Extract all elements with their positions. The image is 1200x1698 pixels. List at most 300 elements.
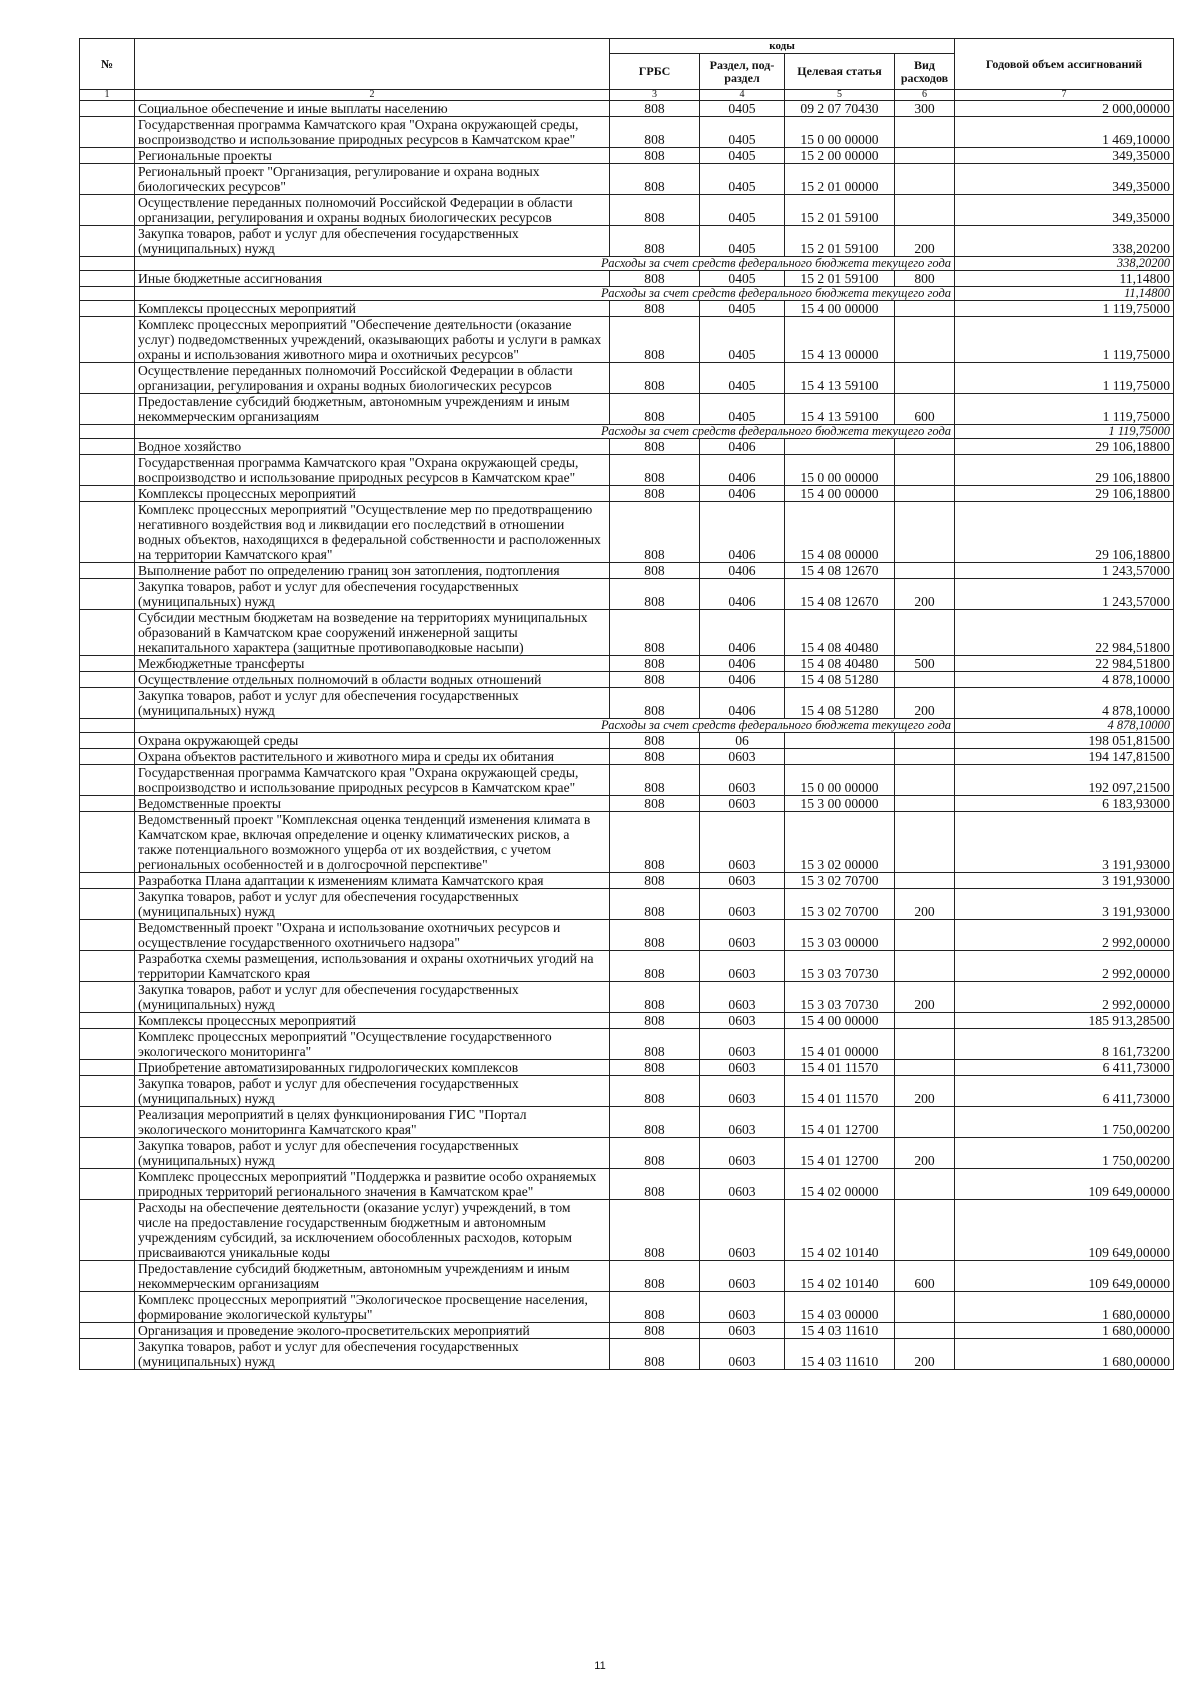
target-article-code: 15 4 08 12670: [785, 563, 895, 579]
budget-table: [79, 38, 1174, 1370]
row-number-cell: [80, 164, 135, 195]
item-name: Закупка товаров, работ и услуг для обеспечения государственных (муниципальных) нужд: [135, 1076, 610, 1107]
razdel-code: 0603: [700, 1013, 785, 1029]
table-row: [80, 920, 1174, 951]
expense-type-code: [895, 317, 955, 363]
expense-type-code: 200: [895, 226, 955, 257]
annual-amount: 1 243,57000: [955, 579, 1174, 610]
table-row: [80, 317, 1174, 363]
target-article-code: 15 4 03 11610: [785, 1339, 895, 1370]
annual-amount: 3 191,93000: [955, 889, 1174, 920]
annual-amount: 109 649,00000: [955, 1261, 1174, 1292]
row-number-cell: [80, 287, 135, 301]
annual-amount: 29 106,18800: [955, 486, 1174, 502]
row-number-cell: [80, 455, 135, 486]
razdel-code: 0603: [700, 982, 785, 1013]
col-num-header: №: [80, 39, 135, 90]
razdel-code: 0603: [700, 1339, 785, 1370]
target-article-code: 15 4 02 10140: [785, 1261, 895, 1292]
grbs-code: 808: [610, 982, 700, 1013]
table-row: [80, 889, 1174, 920]
item-name: Комплекс процессных мероприятий "Осуществление мер по предотвращению негативного воздействия вод и ликвидации его последствий в отношении водных объектов, находящихся в федеральной собственности и расположенных на территории Камчатского края": [135, 502, 610, 563]
target-article-code: 15 2 01 59100: [785, 226, 895, 257]
annual-amount: 1 750,00200: [955, 1107, 1174, 1138]
annual-amount: 11,14800: [955, 271, 1174, 287]
item-name: Комплекс процессных мероприятий "Поддержка и развитие особо охраняемых природных территорий регионального значения в Камчатском крае": [135, 1169, 610, 1200]
row-number-cell: [80, 982, 135, 1013]
item-name: Организация и проведение эколого-просветительских мероприятий: [135, 1323, 610, 1339]
item-name: Закупка товаров, работ и услуг для обеспечения государственных (муниципальных) нужд: [135, 889, 610, 920]
annual-amount: 2 992,00000: [955, 951, 1174, 982]
table-row: [80, 486, 1174, 502]
item-name: Разработка Плана адаптации к изменениям климата Камчатского края: [135, 873, 610, 889]
table-row: [80, 195, 1174, 226]
row-number-cell: [80, 796, 135, 812]
annual-amount: 349,35000: [955, 164, 1174, 195]
expense-type-code: 300: [895, 101, 955, 117]
target-article-code: 15 2 01 59100: [785, 271, 895, 287]
expense-type-code: [895, 148, 955, 164]
grbs-code: 808: [610, 301, 700, 317]
target-article-code: [785, 439, 895, 455]
expense-type-code: [895, 363, 955, 394]
item-name: Расходы на обеспечение деятельности (оказание услуг) учреждений, в том числе на предоставление государственным бюджетным и автономным учреждениям субсидий, за исключением обособленных расходов, которым присваиваются уникальные коды: [135, 1200, 610, 1261]
table-row: [80, 439, 1174, 455]
table-row: [80, 394, 1174, 425]
razdel-code: 0603: [700, 749, 785, 765]
item-name: Ведомственный проект "Охрана и использование охотничьих ресурсов и осуществление государственного охотничьего надзора": [135, 920, 610, 951]
grbs-code: 808: [610, 656, 700, 672]
annual-amount: 22 984,51800: [955, 610, 1174, 656]
grbs-code: 808: [610, 1107, 700, 1138]
item-name: Закупка товаров, работ и услуг для обеспечения государственных (муниципальных) нужд: [135, 688, 610, 719]
row-number-cell: [80, 610, 135, 656]
row-number-cell: [80, 688, 135, 719]
target-article-code: 15 3 03 00000: [785, 920, 895, 951]
row-number-cell: [80, 394, 135, 425]
grbs-code: 808: [610, 920, 700, 951]
grbs-code: 808: [610, 455, 700, 486]
item-name: Межбюджетные трансферты: [135, 656, 610, 672]
razdel-code: 0405: [700, 101, 785, 117]
razdel-code: 0406: [700, 610, 785, 656]
annual-amount: 198 051,81500: [955, 733, 1174, 749]
target-article-code: 15 4 02 00000: [785, 1169, 895, 1200]
annual-amount: 1 119,75000: [955, 363, 1174, 394]
note-text: Расходы за счет средств федерального бюджета текущего года: [135, 425, 955, 439]
target-article-code: 15 2 01 59100: [785, 195, 895, 226]
annual-amount: 109 649,00000: [955, 1200, 1174, 1261]
table-row: [80, 579, 1174, 610]
annual-amount: 2 000,00000: [955, 101, 1174, 117]
razdel-code: 0406: [700, 563, 785, 579]
expense-type-code: 600: [895, 1261, 955, 1292]
row-number-cell: [80, 765, 135, 796]
row-number-cell: [80, 195, 135, 226]
grbs-code: 808: [610, 1029, 700, 1060]
annual-amount: 6 411,73000: [955, 1076, 1174, 1107]
row-number-cell: [80, 1107, 135, 1138]
item-name: Комплексы процессных мероприятий: [135, 486, 610, 502]
grbs-code: 808: [610, 117, 700, 148]
grbs-code: 808: [610, 812, 700, 873]
table-row: [80, 610, 1174, 656]
razdel-code: 0603: [700, 1029, 785, 1060]
item-name: Региональный проект "Организация, регулирование и охрана водных биологических ресурсов": [135, 164, 610, 195]
table-row: [80, 301, 1174, 317]
target-article-code: 15 2 00 00000: [785, 148, 895, 164]
annual-amount: 349,35000: [955, 195, 1174, 226]
razdel-code: 0406: [700, 656, 785, 672]
annual-amount: 2 992,00000: [955, 920, 1174, 951]
item-name: Ведомственные проекты: [135, 796, 610, 812]
razdel-code: 0603: [700, 1107, 785, 1138]
col-tselevaya-header: Целевая статья: [785, 54, 895, 90]
grbs-code: 808: [610, 889, 700, 920]
grbs-code: 808: [610, 873, 700, 889]
table-row: [80, 502, 1174, 563]
razdel-code: 0603: [700, 1060, 785, 1076]
target-article-code: 15 4 00 00000: [785, 301, 895, 317]
table-row: [80, 733, 1174, 749]
annual-amount: 29 106,18800: [955, 439, 1174, 455]
row-number-cell: [80, 1169, 135, 1200]
row-number-cell: [80, 271, 135, 287]
row-number-cell: [80, 1076, 135, 1107]
table-row: [80, 148, 1174, 164]
razdel-code: 0405: [700, 317, 785, 363]
grbs-code: 808: [610, 1200, 700, 1261]
expense-type-code: [895, 796, 955, 812]
razdel-code: 0603: [700, 920, 785, 951]
grbs-code: 808: [610, 101, 700, 117]
row-number-cell: [80, 1339, 135, 1370]
item-name: Закупка товаров, работ и услуг для обеспечения государственных (муниципальных) нужд: [135, 1339, 610, 1370]
expense-type-code: [895, 749, 955, 765]
item-name: Предоставление субсидий бюджетным, автономным учреждениям и иным некоммерческим организациям: [135, 394, 610, 425]
razdel-code: 0603: [700, 889, 785, 920]
grbs-code: 808: [610, 951, 700, 982]
grbs-code: 808: [610, 563, 700, 579]
table-row: [80, 1076, 1174, 1107]
grbs-code: 808: [610, 749, 700, 765]
row-number-cell: [80, 1292, 135, 1323]
grbs-code: 808: [610, 486, 700, 502]
item-name: Закупка товаров, работ и услуг для обеспечения государственных (муниципальных) нужд: [135, 579, 610, 610]
item-name: Ведомственный проект "Комплексная оценка тенденций изменения климата в Камчатском крае, включая определение и оценку климатических рисков, а также потенциального возможного ущерба от их воздействия, с учетом региональных особенностей и в долгосрочной перспективе": [135, 812, 610, 873]
annual-amount: 29 106,18800: [955, 455, 1174, 486]
annual-amount: 1 119,75000: [955, 317, 1174, 363]
grbs-code: 808: [610, 765, 700, 796]
grbs-code: 808: [610, 1060, 700, 1076]
annual-amount: 3 191,93000: [955, 812, 1174, 873]
annual-amount: 192 097,21500: [955, 765, 1174, 796]
col-number: 2: [135, 90, 610, 101]
expense-type-code: [895, 951, 955, 982]
annual-amount: 8 161,73200: [955, 1029, 1174, 1060]
item-name: Разработка схемы размещения, использования и охраны охотничьих угодий на территории Камчатского края: [135, 951, 610, 982]
razdel-code: 0603: [700, 1200, 785, 1261]
target-article-code: [785, 733, 895, 749]
row-number-cell: [80, 1261, 135, 1292]
item-name: Водное хозяйство: [135, 439, 610, 455]
expense-type-code: 200: [895, 579, 955, 610]
expense-type-code: [895, 1292, 955, 1323]
annual-amount: 2 992,00000: [955, 982, 1174, 1013]
row-number-cell: [80, 502, 135, 563]
target-article-code: 15 4 01 11570: [785, 1076, 895, 1107]
table-row: [80, 563, 1174, 579]
grbs-code: 808: [610, 271, 700, 287]
target-article-code: 15 4 13 59100: [785, 394, 895, 425]
row-number-cell: [80, 733, 135, 749]
note-text: Расходы за счет средств федерального бюджета текущего года: [135, 719, 955, 733]
razdel-code: 0603: [700, 1323, 785, 1339]
target-article-code: 15 4 13 59100: [785, 363, 895, 394]
expense-type-code: [895, 812, 955, 873]
note-text: Расходы за счет средств федерального бюджета текущего года: [135, 257, 955, 271]
razdel-code: 0603: [700, 873, 785, 889]
row-number-cell: [80, 425, 135, 439]
razdel-code: 0406: [700, 579, 785, 610]
item-name: Комплекс процессных мероприятий "Обеспечение деятельности (оказание услуг) подведомственных учреждений, оказывающих работы и услуги в рамках охраны и использования животного мира и охотничьих ресурсов": [135, 317, 610, 363]
expense-type-code: 200: [895, 1339, 955, 1370]
annual-amount: 194 147,81500: [955, 749, 1174, 765]
table-row: [80, 656, 1174, 672]
row-number-cell: [80, 812, 135, 873]
note-amount: 338,20200: [955, 257, 1174, 271]
razdel-code: 0603: [700, 1292, 785, 1323]
target-article-code: 15 4 08 00000: [785, 502, 895, 563]
target-article-code: 15 2 01 00000: [785, 164, 895, 195]
item-name: Охрана окружающей среды: [135, 733, 610, 749]
target-article-code: 15 4 08 40480: [785, 656, 895, 672]
grbs-code: 808: [610, 195, 700, 226]
razdel-code: 0405: [700, 195, 785, 226]
row-number-cell: [80, 317, 135, 363]
col-number: 6: [895, 90, 955, 101]
annual-amount: 6 411,73000: [955, 1060, 1174, 1076]
item-name: Государственная программа Камчатского края "Охрана окружающей среды, воспроизводство и использование природных ресурсов в Камчатском крае": [135, 117, 610, 148]
annual-amount: 349,35000: [955, 148, 1174, 164]
target-article-code: 15 4 01 12700: [785, 1138, 895, 1169]
row-number-cell: [80, 257, 135, 271]
razdel-code: 0406: [700, 502, 785, 563]
target-article-code: 15 3 03 70730: [785, 982, 895, 1013]
table-row: [80, 1339, 1174, 1370]
annual-amount: 1 469,10000: [955, 117, 1174, 148]
razdel-code: 0406: [700, 688, 785, 719]
grbs-code: 808: [610, 164, 700, 195]
razdel-code: 0406: [700, 672, 785, 688]
row-number-cell: [80, 579, 135, 610]
table-row: [80, 1169, 1174, 1200]
razdel-code: 0603: [700, 765, 785, 796]
row-number-cell: [80, 1138, 135, 1169]
item-name: Приобретение автоматизированных гидрологических комплексов: [135, 1060, 610, 1076]
target-article-code: 15 4 08 12670: [785, 579, 895, 610]
row-number-cell: [80, 226, 135, 257]
col-kody-header: коды: [610, 39, 955, 54]
row-number-cell: [80, 1323, 135, 1339]
razdel-code: 0405: [700, 271, 785, 287]
column-numbers-row: [80, 90, 1174, 101]
annual-amount: 3 191,93000: [955, 873, 1174, 889]
razdel-code: 0406: [700, 439, 785, 455]
expense-type-code: [895, 672, 955, 688]
grbs-code: 808: [610, 796, 700, 812]
table-row: [80, 1261, 1174, 1292]
target-article-code: 15 4 08 40480: [785, 610, 895, 656]
table-row: [80, 101, 1174, 117]
table-row: [80, 951, 1174, 982]
target-article-code: 15 0 00 00000: [785, 117, 895, 148]
item-name: Охрана объектов растительного и животного мира и среды их обитания: [135, 749, 610, 765]
grbs-code: 808: [610, 148, 700, 164]
razdel-code: 0603: [700, 1138, 785, 1169]
razdel-code: 0603: [700, 1169, 785, 1200]
grbs-code: 808: [610, 1339, 700, 1370]
col-number: 3: [610, 90, 700, 101]
expense-type-code: [895, 486, 955, 502]
table-row: [80, 271, 1174, 287]
expense-type-code: 200: [895, 688, 955, 719]
razdel-code: 0405: [700, 226, 785, 257]
annual-amount: 22 984,51800: [955, 656, 1174, 672]
grbs-code: 808: [610, 226, 700, 257]
table-row: [80, 164, 1174, 195]
table-row: [80, 688, 1174, 719]
razdel-code: 0405: [700, 164, 785, 195]
expense-type-code: 800: [895, 271, 955, 287]
annual-amount: 1 119,75000: [955, 394, 1174, 425]
row-number-cell: [80, 563, 135, 579]
annual-amount: 6 183,93000: [955, 796, 1174, 812]
row-number-cell: [80, 1029, 135, 1060]
item-name: Комплексы процессных мероприятий: [135, 301, 610, 317]
row-number-cell: [80, 101, 135, 117]
target-article-code: 15 4 00 00000: [785, 486, 895, 502]
target-article-code: 15 4 08 51280: [785, 672, 895, 688]
row-number-cell: [80, 749, 135, 765]
razdel-code: 0405: [700, 363, 785, 394]
item-name: Закупка товаров, работ и услуг для обеспечения государственных (муниципальных) нужд: [135, 1138, 610, 1169]
col-number: 4: [700, 90, 785, 101]
annual-amount: 1 243,57000: [955, 563, 1174, 579]
header-row-1: [80, 39, 1174, 54]
col-name-header: [135, 39, 610, 90]
note-amount: 11,14800: [955, 287, 1174, 301]
expense-type-code: [895, 1013, 955, 1029]
row-number-cell: [80, 363, 135, 394]
target-article-code: [785, 749, 895, 765]
grbs-code: 808: [610, 363, 700, 394]
target-article-code: 15 4 01 12700: [785, 1107, 895, 1138]
table-row: [80, 363, 1174, 394]
target-article-code: 09 2 07 70430: [785, 101, 895, 117]
razdel-code: 0406: [700, 455, 785, 486]
razdel-code: 0405: [700, 301, 785, 317]
col-number: 1: [80, 90, 135, 101]
note-text: Расходы за счет средств федерального бюджета текущего года: [135, 287, 955, 301]
item-name: Осуществление переданных полномочий Российской Федерации в области организации, регулирования и охраны водных биологических ресурсов: [135, 363, 610, 394]
target-article-code: 15 0 00 00000: [785, 455, 895, 486]
table-row: [80, 812, 1174, 873]
grbs-code: 808: [610, 1076, 700, 1107]
expense-type-code: [895, 1107, 955, 1138]
expense-type-code: [895, 765, 955, 796]
row-number-cell: [80, 439, 135, 455]
item-name: Реализация мероприятий в целях функционирования ГИС "Портал экологического мониторинга Камчатского края": [135, 1107, 610, 1138]
table-row: [80, 117, 1174, 148]
table-row: [80, 1323, 1174, 1339]
grbs-code: 808: [610, 579, 700, 610]
target-article-code: 15 3 03 70730: [785, 951, 895, 982]
annual-amount: 1 119,75000: [955, 301, 1174, 317]
target-article-code: 15 4 03 00000: [785, 1292, 895, 1323]
table-row: [80, 873, 1174, 889]
razdel-code: 0603: [700, 812, 785, 873]
grbs-code: 808: [610, 672, 700, 688]
target-article-code: 15 4 02 10140: [785, 1200, 895, 1261]
razdel-code: 0405: [700, 394, 785, 425]
expense-type-code: [895, 1060, 955, 1076]
row-number-cell: [80, 656, 135, 672]
grbs-code: 808: [610, 1292, 700, 1323]
item-name: Выполнение работ по определению границ зон затопления, подтопления: [135, 563, 610, 579]
note-amount: 4 878,10000: [955, 719, 1174, 733]
target-article-code: 15 0 00 00000: [785, 765, 895, 796]
expense-type-code: [895, 439, 955, 455]
row-number-cell: [80, 951, 135, 982]
expense-type-code: [895, 1200, 955, 1261]
expense-type-code: [895, 195, 955, 226]
item-name: Региональные проекты: [135, 148, 610, 164]
expense-type-code: [895, 301, 955, 317]
expense-type-code: [895, 733, 955, 749]
target-article-code: 15 3 02 00000: [785, 812, 895, 873]
expense-type-code: 500: [895, 656, 955, 672]
target-article-code: 15 4 01 00000: [785, 1029, 895, 1060]
page-number: 11: [594, 1660, 606, 1672]
razdel-code: 0603: [700, 796, 785, 812]
grbs-code: 808: [610, 502, 700, 563]
expense-type-code: [895, 610, 955, 656]
target-article-code: 15 3 00 00000: [785, 796, 895, 812]
table-row: [80, 796, 1174, 812]
table-row: [80, 1200, 1174, 1261]
item-name: Закупка товаров, работ и услуг для обеспечения государственных (муниципальных) нужд: [135, 226, 610, 257]
table-row: [80, 982, 1174, 1013]
note-row: [80, 719, 1174, 733]
grbs-code: 808: [610, 1138, 700, 1169]
grbs-code: 808: [610, 1323, 700, 1339]
table-row: [80, 455, 1174, 486]
row-number-cell: [80, 1060, 135, 1076]
table-row: [80, 1292, 1174, 1323]
target-article-code: 15 3 02 70700: [785, 889, 895, 920]
target-article-code: 15 4 08 51280: [785, 688, 895, 719]
table-row: [80, 765, 1174, 796]
target-article-code: 15 4 13 00000: [785, 317, 895, 363]
grbs-code: 808: [610, 688, 700, 719]
note-amount: 1 119,75000: [955, 425, 1174, 439]
row-number-cell: [80, 672, 135, 688]
razdel-code: 06: [700, 733, 785, 749]
item-name: Осуществление переданных полномочий Российской Федерации в области организации, регулирования и охраны водных биологических ресурсов: [135, 195, 610, 226]
grbs-code: 808: [610, 317, 700, 363]
annual-amount: 4 878,10000: [955, 688, 1174, 719]
